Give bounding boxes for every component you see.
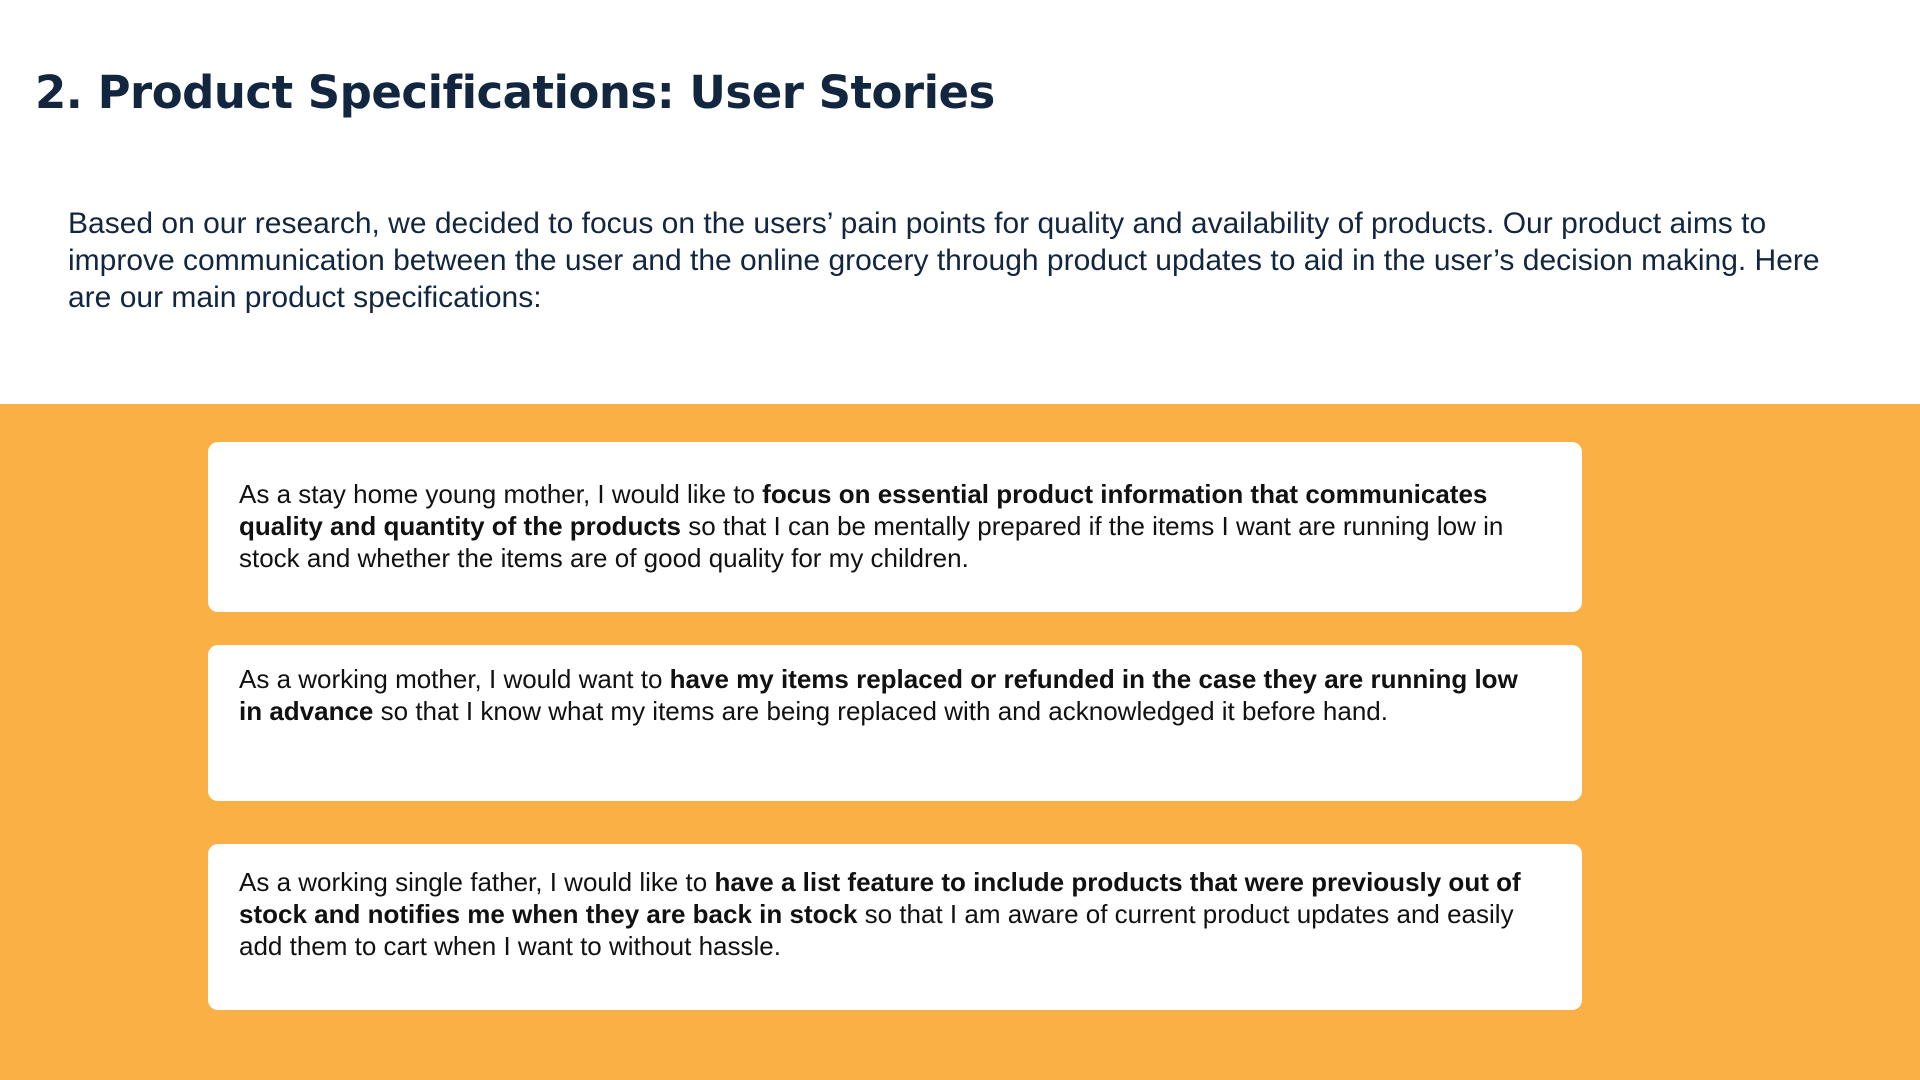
user-story-lead: As a stay home young mother, I would like to xyxy=(239,479,763,509)
user-story-card-3 xyxy=(208,844,1582,1010)
user-story-emphasis: focus on essential product information that communicates quality and quantity of the products xyxy=(239,479,1488,541)
page-title: 2. Product Specifications: User Stories xyxy=(35,66,995,119)
user-story-tail: so that I know what my items are being replaced with and acknowledged it before hand. xyxy=(373,696,1388,726)
user-story-text xyxy=(239,442,1522,574)
user-story-lead: As a working single father, I would like to xyxy=(239,867,715,897)
user-story-card-1 xyxy=(208,442,1582,612)
user-story-emphasis: have my items replaced or refunded in the case they are running low in advance xyxy=(239,664,1518,726)
intro-paragraph: Based on our research, we decided to focus on the users’ pain points for quality and availability of products. Our product aims to improve communication between the user and the online grocery through product updates to aid in the user’s decision making. Here are our main product specifications: xyxy=(68,207,1820,314)
user-story-text xyxy=(239,645,1522,727)
user-story-tail: so that I am aware of current product updates and easily add them to cart when I want to without hassle. xyxy=(239,899,1514,961)
user-story-emphasis: have a list feature to include products that were previously out of stock and notifies me when they are back in stock xyxy=(239,867,1521,929)
user-story-tail: so that I can be mentally prepared if the items I want are running low in stock and whether the items are of good quality for my children. xyxy=(239,511,1504,573)
user-story-lead: As a working mother, I would want to xyxy=(239,664,670,694)
user-story-card-2 xyxy=(208,645,1582,801)
user-story-text xyxy=(239,844,1522,962)
